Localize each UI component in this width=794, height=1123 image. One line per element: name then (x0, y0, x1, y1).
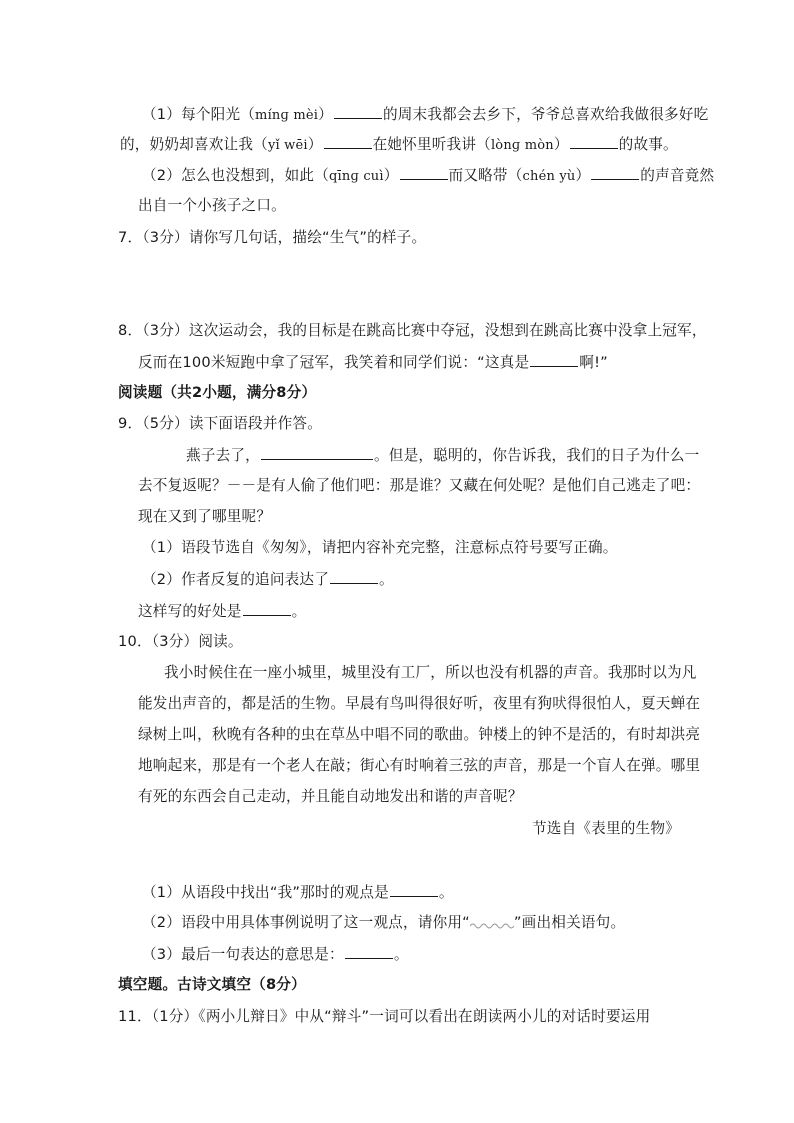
pinyin-yiwei: yǐ wēi (267, 138, 308, 153)
q9-sub3: 这样写的好处是 。 (138, 603, 307, 620)
section-heading-reading: 阅读题（共2小题，满分8分） (118, 384, 317, 401)
section-heading-fill: 填空题。古诗文填空（8分） (118, 976, 306, 993)
blank-input[interactable] (530, 352, 578, 367)
q10-sub3: （3）最后一句表达的意思是： 。 (142, 946, 409, 963)
blank-input[interactable] (570, 134, 618, 149)
blank-input[interactable] (324, 134, 372, 149)
question-7: 7．（3分）请你写几句话，描绘“生气”的样子。 (118, 229, 427, 246)
wavy-underline-icon (470, 919, 514, 929)
blank-input[interactable] (591, 165, 639, 180)
q10-source: 节选自《表里的生物》 (532, 820, 680, 837)
q9-passage-line2: 去不复返呢？－－是有人偷了他们吧：那是谁？又藏在何处呢？是他们自己逃走了吧： (138, 477, 701, 494)
question-10-head: 10．（3分）阅读。 (118, 633, 243, 650)
q10-sub2: （2）语段中用具体事例说明了这一观点，请你用“ ”画出相关语句。 (142, 914, 626, 931)
question-11-line1: 11．（1分）《两小儿辩日》中从“辩斗”一词可以看出在朗读两小儿的对话时要运用 (118, 1008, 651, 1025)
question-8-line2: 反而在100米短跑中拿了冠军，我笑着和同学们说：“这真是 啊!” (138, 354, 608, 371)
blank-input[interactable] (400, 165, 448, 180)
q6-part1-line1: （1）每个阳光（mínɡ mèi） 的周末我都会去乡下，爷爷总喜欢给我做很多好吃 (142, 106, 709, 123)
q10-sub1: （1）从语段中找出“我”那时的观点是 。 (142, 884, 454, 901)
q10-passage-line: 有死的东西会自己走动，并且能自动地发出和谐的声音呢？ (138, 788, 523, 805)
blank-input[interactable] (261, 445, 373, 460)
blank-input[interactable] (334, 104, 382, 119)
q10-passage-line: 绿树上叫，秋晚有各种的虫在草丛中唱不同的歌曲。钟楼上的钟不是活的，有时却洪亮 (138, 726, 701, 743)
q6-part2-line1: （2）怎么也没想到，如此（qīnɡ cuì） 而又略带（chén yù） 的声音竟然 (142, 167, 715, 184)
q6-part1-line2: 的，奶奶却喜欢让我（yǐ wēi） 在她怀里听我讲（lònɡ mòn） 的故事。 (120, 136, 678, 153)
q10-passage-line: 地响起来，那是有一个老人在敲；街心有时响着三弦的声音，那是一个盲人在弹。哪里 (138, 757, 701, 774)
q6-part2-line2: 出自一个小孩子之口。 (138, 197, 286, 214)
blank-input[interactable] (390, 882, 438, 897)
pinyin-chenyu: chén yù (522, 169, 576, 184)
pinyin-qingcui: qīnɡ cuì (329, 169, 384, 184)
blank-input[interactable] (243, 601, 291, 616)
q9-passage-line3: 现在又到了哪里呢？ (138, 508, 272, 525)
blank-input[interactable] (345, 944, 393, 959)
pinyin-mingmei: mínɡ mèi (255, 108, 319, 123)
question-9-head: 9．（5分）读下面语段并作答。 (118, 415, 322, 432)
pinyin-langman: lònɡ mòn (490, 138, 554, 153)
q10-passage-line: 我小时候住在一座小城里，城里没有工厂，所以也没有机器的声音。我那时以为凡 (164, 664, 697, 681)
q9-sub2: （2）作者反复的追问表达了 。 (142, 571, 394, 588)
question-8-line1: 8．（3分）这次运动会，我的目标是在跳高比赛中夺冠，没想到在跳高比赛中没拿上冠军， (118, 322, 707, 339)
q10-passage-line: 能发出声音的，都是活的生物。早晨有鸟叫得很好听，夜里有狗吠得很怕人，夏天蝉在 (138, 695, 701, 712)
q9-passage-line1: 燕子去了， 。但是，聪明的，你告诉我，我们的日子为什么一 (186, 447, 700, 464)
q9-sub1: （1）语段节选自《匆匆》，请把内容补充完整，注意标点符号要写正确。 (142, 539, 618, 556)
blank-input[interactable] (330, 569, 378, 584)
